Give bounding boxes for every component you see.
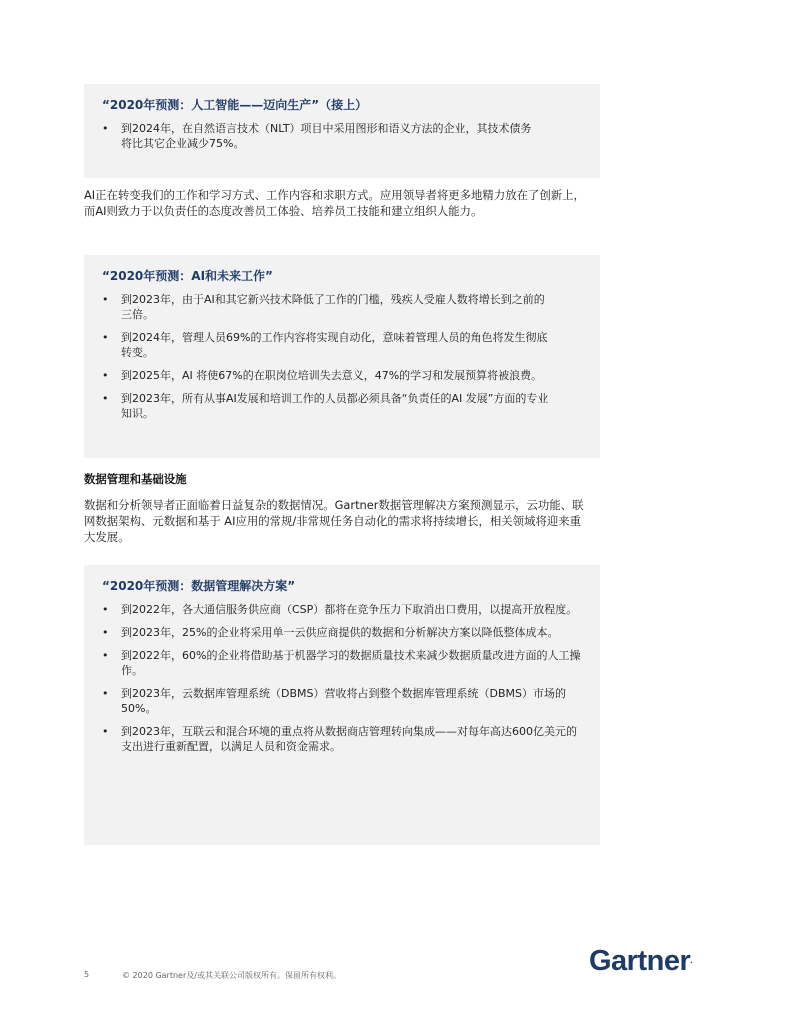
list-item: • 到2024年，在自然语言技术（NLT）项目中采用图形和语义方法的企业，其技术债务将比其它企业减少75%。 — [102, 121, 532, 151]
page-number: 5 — [84, 970, 90, 979]
logo-dot: . — [690, 956, 692, 965]
paragraph-data-management: 数据和分析领导者正面临着日益复杂的数据情况。Gartner数据管理解决方案预测显示，云功能、联网数据架构、元数据和基于 AI应用的常规/非常规任务自动化的需求将持续增长，相关领域将迎来重大发展。 — [84, 498, 584, 544]
copyright-notice: © 2020 Gartner及/或其关联公司版权所有。保留所有权利。 — [122, 971, 341, 980]
prediction-box-ai-future-work — [84, 255, 600, 458]
list-item: • 到2023年，25%的企业将采用单一云供应商提供的数据和分析解决方案以降低整体成本。 — [102, 625, 582, 640]
paragraph-ai-work: AI正在转变我们的工作和学习方式、工作内容和求职方式。应用领导者将更多地精力放在了创新上，而AI则致力于以负责任的态度改善员工体验、培养员工技能和建立组织人能力。 — [84, 188, 585, 218]
list-item: • 到2022年，各大通信服务供应商（CSP）都将在竞争压力下取消出口费用，以提高开放程度。 — [102, 602, 582, 617]
logo-text: Gartner — [589, 945, 691, 977]
list-item: • 到2022年，60%的企业将借助基于机器学习的数据质量技术来减少数据质量改进方面的人工操作。 — [102, 648, 582, 678]
box-title: “2020年预测：AI和未来工作” — [102, 269, 273, 283]
list-item: • 到2025年，AI 将使67%的在职岗位培训失去意义，47%的学习和发展预算将被浪费。 — [102, 368, 552, 383]
box-title: “2020年预测：人工智能——迈向生产”（接上） — [102, 98, 368, 112]
list-item: • 到2023年，所有从事AI发展和培训工作的人员都必须具备“负责任的AI 发展”方面的专业知识。 — [102, 391, 552, 421]
list-item: • 到2023年，互联云和混合环境的重点将从数据商店管理转向集成——对每年高达600亿美元的支出进行重新配置，以满足人员和资金需求。 — [102, 724, 582, 754]
box-title: “2020年预测：数据管理解决方案” — [102, 579, 296, 593]
section-heading: 数据管理和基础设施 — [84, 472, 187, 486]
prediction-box-data-management — [84, 565, 600, 845]
prediction-box-ai-production — [84, 84, 600, 178]
gartner-logo — [589, 944, 692, 978]
list-item: • 到2024年，管理人员69%的工作内容将实现自动化，意味着管理人员的角色将发生彻底转变。 — [102, 330, 552, 360]
list-item: • 到2023年，云数据库管理系统（DBMS）营收将占到整个数据库管理系统（DBMS）市场的 50%。 — [102, 686, 582, 716]
list-item: • 到2023年，由于AI和其它新兴技术降低了工作的门槛，残疾人受雇人数将增长到之前的三倍。 — [102, 292, 552, 322]
